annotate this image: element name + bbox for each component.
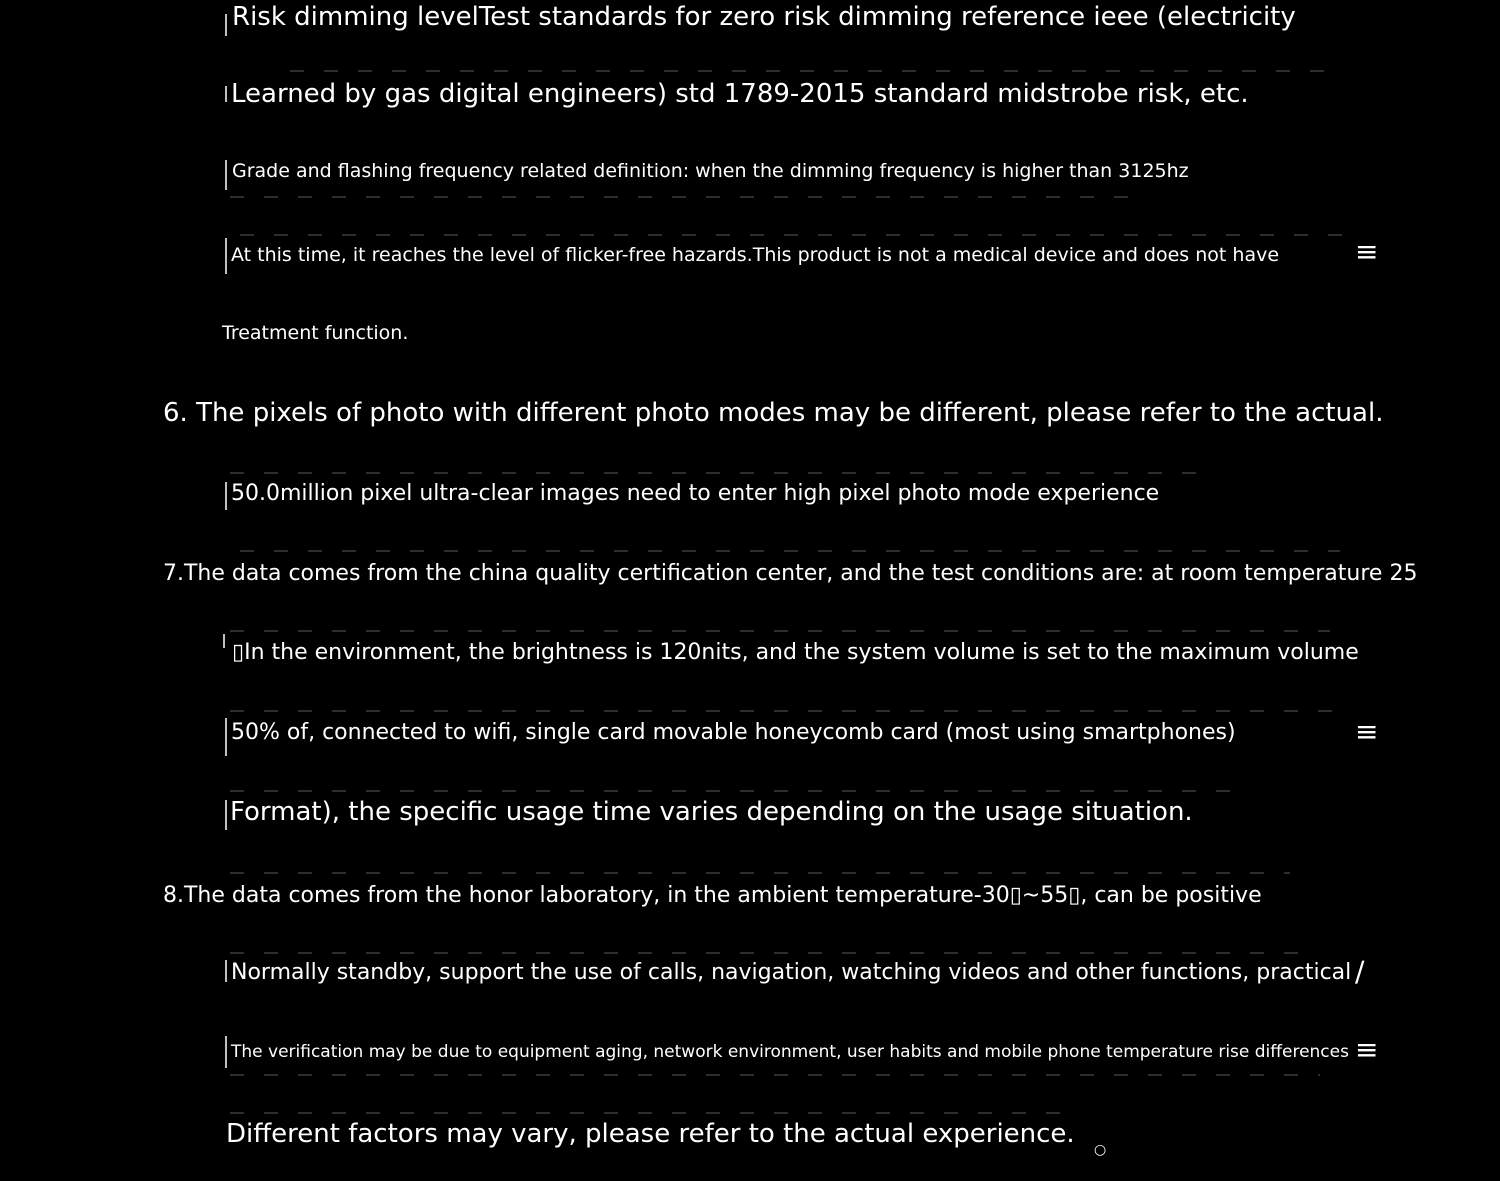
text-line: Learned by gas digital engineers) std 1789-2015 standard midstrobe risk, etc. xyxy=(231,79,1249,109)
scan-artifact xyxy=(230,196,1130,198)
edge-mark xyxy=(225,238,227,274)
edge-mark xyxy=(225,160,227,190)
scan-artifact xyxy=(230,1112,1080,1114)
text-line: 6. The pixels of photo with different photo modes may be different, please refer to the actual. xyxy=(163,398,1384,428)
scan-artifact xyxy=(230,710,1350,712)
text-line: ▯In the environment, the brightness is 120nits, and the system volume is set to the maximum volume xyxy=(232,640,1359,665)
edge-mark xyxy=(225,14,227,36)
text-line: 8.The data comes from the honor laboratory, in the ambient temperature-30▯~55▯, can be positive xyxy=(163,883,1262,908)
right-glyph-fragment: ≡ xyxy=(1355,1033,1379,1066)
edge-mark xyxy=(225,86,227,102)
scan-artifact xyxy=(230,1074,1320,1076)
right-glyph-fragment: ≡ xyxy=(1355,235,1379,268)
text-line: Normally standby, support the use of calls, navigation, watching videos and other functions, practical xyxy=(231,960,1352,985)
scan-artifact xyxy=(230,630,1330,632)
right-glyph-fragment: ∕ xyxy=(1355,955,1365,988)
text-line: Different factors may vary, please refer to the actual experience. xyxy=(226,1119,1075,1149)
scan-artifact xyxy=(240,550,1340,552)
text-line: 50% of, connected to wifi, single card movable honeycomb card (most using smartphones) xyxy=(231,720,1236,745)
text-line: Format), the specific usage time varies depending on the usage situation. xyxy=(230,797,1193,827)
text-line: 50.0million pixel ultra-clear images need to enter high pixel photo mode experience xyxy=(231,481,1160,506)
text-line: At this time, it reaches the level of flicker-free hazards.This product is not a medical device and does not have xyxy=(231,244,1280,266)
text-line: Risk dimming levelTest standards for zero risk dimming reference ieee (electricity xyxy=(232,2,1296,32)
edge-mark xyxy=(225,1036,227,1068)
edge-mark xyxy=(225,800,227,830)
dot-fragment: ○ xyxy=(1094,1142,1107,1158)
edge-mark xyxy=(223,634,225,648)
scan-artifact xyxy=(290,70,1330,72)
right-glyph-fragment: ≡ xyxy=(1355,715,1379,748)
scan-artifact xyxy=(230,790,1240,792)
text-line: The verification may be due to equipment aging, network environment, user habits and mobile phone temperature rise differences xyxy=(231,1042,1349,1062)
text-line: Grade and flashing frequency related definition: when the dimming frequency is higher than 3125hz xyxy=(232,160,1189,182)
edge-mark xyxy=(225,482,227,510)
scan-artifact xyxy=(230,952,1310,954)
text-line: 7.The data comes from the china quality certification center, and the test conditions are: at room temperature 25 xyxy=(163,561,1418,586)
scan-artifact xyxy=(230,872,1290,874)
edge-mark xyxy=(225,960,227,982)
text-line: Treatment function. xyxy=(222,322,409,344)
edge-mark xyxy=(225,718,227,756)
scan-artifact xyxy=(240,234,1350,236)
scan-artifact xyxy=(230,472,1210,474)
